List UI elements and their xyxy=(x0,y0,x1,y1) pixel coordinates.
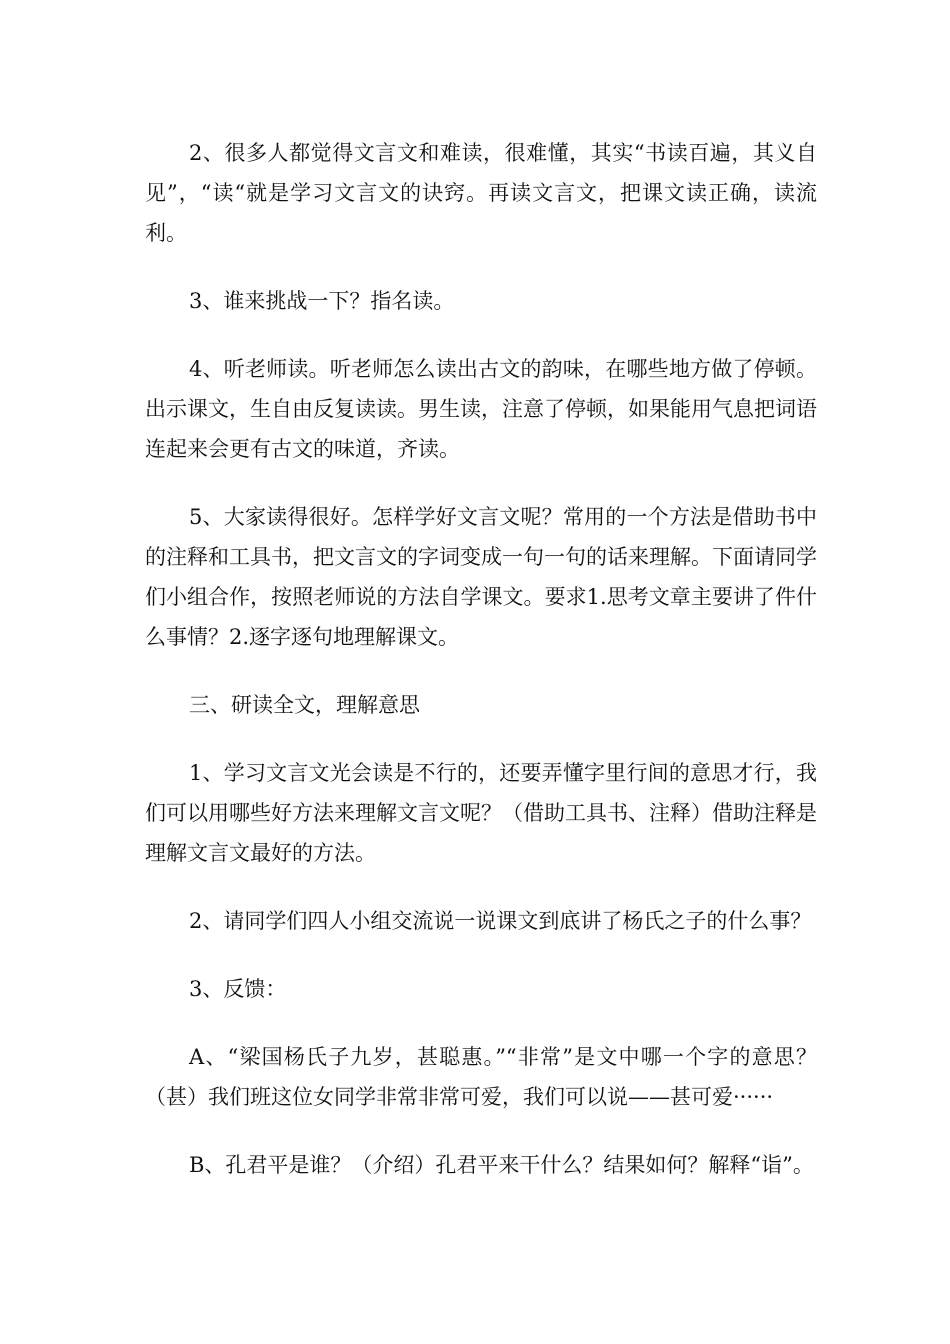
paragraph-gap xyxy=(145,321,817,349)
paragraph-gap xyxy=(145,1117,817,1145)
paragraph-feedback: 3、反馈： xyxy=(189,977,287,1001)
section-heading: 三、研读全文，理解意思 xyxy=(189,693,420,717)
paragraph-gap xyxy=(145,469,817,497)
paragraph-group-discussion: 2、请同学们四人小组交流说一说课文到底讲了杨氏之子的什么事？ xyxy=(189,909,812,933)
paragraph-reading-tips: 2、很多人都觉得文言文和难读，很难懂，其实“书读百遍，其义自见”，“读“就是学习文言文的诀窍。再读文言文，把课文读正确，读流利。 xyxy=(145,141,817,245)
paragraph-point-b: B、孔君平是谁？（介绍）孔君平来干什么？结果如何？解释“诣”。 xyxy=(189,1153,814,1177)
paragraph-challenge: 3、谁来挑战一下？指名读。 xyxy=(189,289,455,313)
paragraph-understanding: 1、学习文言文光会读是不行的，还要弄懂字里行间的意思才行，我们可以用哪些好方法来理解文言文呢？（借助工具书、注释）借助注释是理解文言文最好的方法。 xyxy=(145,761,817,865)
paragraph-self-study: 5、大家读得很好。怎样学好文言文呢？常用的一个方法是借助书中的注释和工具书，把文言文的字词变成一句一句的话来理解。下面请同学们小组合作，按照老师说的方法自学课文。要求1.思考文章主要讲了件什么事情？2.逐字逐句地理解课文。 xyxy=(145,505,817,649)
paragraph-gap xyxy=(145,1009,817,1037)
paragraph-point-a: A、“梁国杨氏子九岁，甚聪惠。”“非常”是文中哪一个字的意思？（甚）我们班这位女同学非常非常可爱，我们可以说——甚可爱······ xyxy=(145,1045,817,1109)
document-body xyxy=(145,133,817,1185)
paragraph-gap xyxy=(145,657,817,685)
paragraph-gap xyxy=(145,253,817,281)
paragraph-teacher-reading: 4、听老师读。听老师怎么读出古文的韵味，在哪些地方做了停顿。出示课文，生自由反复读读。男生读，注意了停顿，如果能用气息把词语连起来会更有古文的味道，齐读。 xyxy=(145,357,817,461)
paragraph-gap xyxy=(145,725,817,753)
paragraph-gap xyxy=(145,941,817,969)
paragraph-gap xyxy=(145,873,817,901)
